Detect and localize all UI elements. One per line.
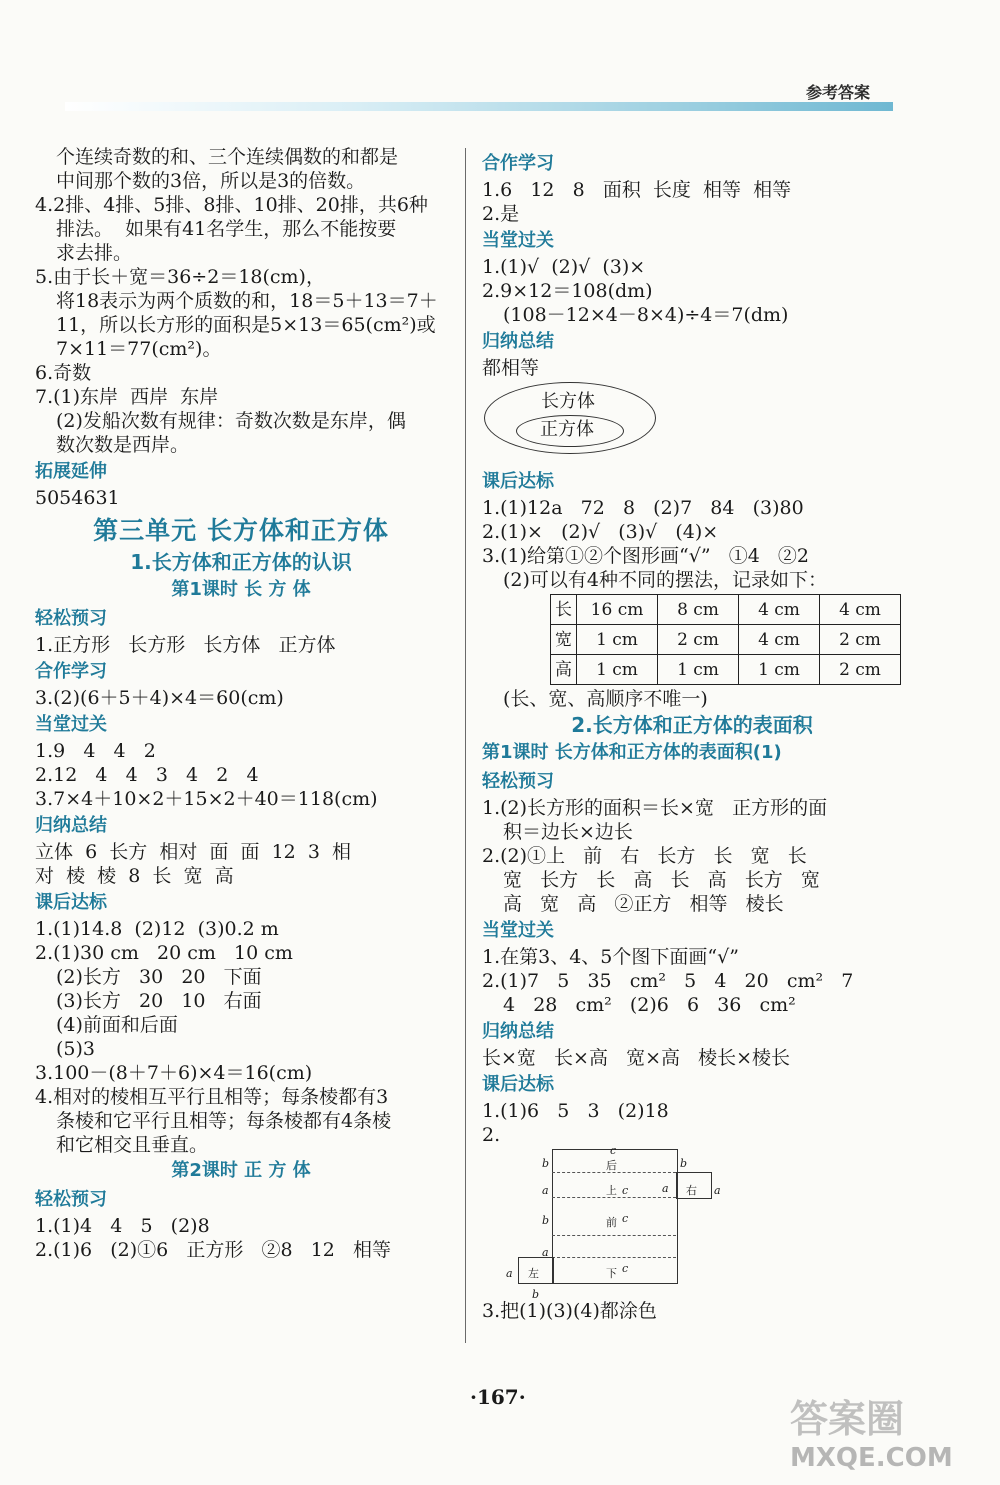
- edge-label: b: [532, 1288, 540, 1301]
- face-label-back: 后: [606, 1159, 617, 1172]
- text-line: 1.(1)√ (2)√ (3)×: [482, 256, 646, 278]
- text-line: 4 28 cm² (2)6 6 36 cm²: [503, 994, 796, 1016]
- row-header: 宽: [551, 625, 577, 655]
- edge-label: c: [610, 1144, 617, 1157]
- text-line: 2.是: [482, 203, 520, 225]
- text-line: 2.(1)× (2)√ (3)√ (4)×: [482, 521, 719, 543]
- text-line: 3.把(1)(3)(4)都涂色: [482, 1300, 657, 1322]
- section-heading: 课后达标: [482, 1074, 554, 1095]
- section-heading: 当堂过关: [482, 920, 554, 941]
- text-line: 2.: [482, 1124, 501, 1146]
- text-line: 1.在第3、4、5个图下面画“√”: [482, 946, 739, 968]
- face-label-left: 左: [528, 1267, 539, 1280]
- unit-title: 第三单元 长方体和正方体: [93, 516, 389, 545]
- text-line: 1.(2)长方形的面积＝长×宽 正方形的面: [482, 797, 828, 819]
- page-number: ·167·: [470, 1385, 526, 1409]
- text-line: 3.100－(8＋7＋6)×4＝16(cm): [35, 1062, 313, 1084]
- text-line: 立体 6 长方 相对 面 面 12 3 相: [35, 841, 351, 863]
- table-cell: 4 cm: [739, 625, 820, 655]
- text-line: 7.(1)东岸 西岸 东岸: [35, 386, 219, 408]
- chapter-subtitle: 2.长方体和正方体的表面积: [571, 713, 813, 737]
- text-line: 宽 长方 长 高 长 高 长方 宽: [503, 869, 820, 891]
- table-row: [551, 595, 901, 625]
- net-fold-line: [552, 1235, 676, 1236]
- right-column: [482, 149, 902, 1323]
- table-row: [551, 625, 901, 655]
- net-fold-line: [552, 1257, 676, 1258]
- text-line: 长×宽 长×高 宽×高 棱长×棱长: [482, 1047, 791, 1069]
- text-line: 1.9 4 4 2: [35, 740, 156, 762]
- text-line: 1.正方形 长方形 长方体 正方体: [35, 634, 336, 656]
- text-line: (5)3: [56, 1038, 96, 1060]
- text-line: 积＝边长×边长: [503, 821, 633, 843]
- watermark-logo: 答案圈: [790, 1397, 905, 1441]
- text-line: (3)长方 20 10 右面: [56, 990, 262, 1012]
- text-line: 3.(1)给第①②个图形画“√” ①4 ②2: [482, 545, 809, 567]
- text-line: (2)可以有4种不同的摆法，记录如下：: [503, 569, 828, 591]
- edge-label: c: [622, 1184, 629, 1197]
- text-line: 6.奇数: [35, 362, 92, 384]
- text-line: 都相等: [482, 357, 540, 379]
- edge-label: a: [662, 1182, 669, 1195]
- text-line: 个连续奇数的和、三个连续偶数的和都是: [56, 146, 399, 168]
- text-line: 2.(1)30 cm 20 cm 10 cm: [35, 942, 293, 964]
- left-column: [35, 145, 447, 1262]
- section-heading: 轻松预习: [35, 608, 107, 629]
- text-line: 2.12 4 4 3 4 2 4: [35, 764, 259, 786]
- section-heading: 轻松预习: [482, 771, 554, 792]
- text-line: 1.(1)14.8 (2)12 (3)0.2 m: [35, 918, 279, 940]
- edge-label: a: [506, 1267, 513, 1280]
- chapter-subtitle: 1.长方体和正方体的认识: [130, 550, 352, 574]
- table-cell: 1 cm: [658, 655, 739, 685]
- section-heading: 当堂过关: [482, 230, 554, 251]
- dimension-table: [550, 594, 901, 685]
- text-line: 7×11＝77(cm²)。: [56, 338, 222, 360]
- text-line: 3.7×4＋10×2＋15×2＋40＝118(cm): [35, 788, 378, 810]
- row-header: 高: [551, 655, 577, 685]
- text-line: (108－12×4－8×4)÷4＝7(dm): [503, 304, 789, 326]
- text-line: 2.9×12＝108(dm): [482, 280, 653, 302]
- edge-label: c: [622, 1262, 629, 1275]
- table-cell: 1 cm: [577, 625, 658, 655]
- text-line: 和它相交且垂直。: [56, 1134, 209, 1156]
- venn-diagram: [484, 382, 902, 462]
- text-line: 对 棱 棱 8 长 宽 高: [35, 865, 234, 887]
- table-cell: 4 cm: [739, 595, 820, 625]
- section-heading: 课后达标: [35, 892, 107, 913]
- text-line: 2.(1)6 (2)①6 正方形 ②8 12 相等: [35, 1239, 391, 1261]
- cuboid-net-diagram: [502, 1144, 902, 1301]
- lesson-title: 第2课时 正 方 体: [171, 1160, 311, 1181]
- section-heading: 当堂过关: [35, 714, 107, 735]
- text-line: 条棱和它平行且相等；每条棱都有4条棱: [56, 1110, 392, 1132]
- lesson-title: 第1课时 长方体和正方体的表面积(1): [482, 742, 782, 763]
- table-cell: 1 cm: [739, 655, 820, 685]
- table-cell: 1 cm: [577, 655, 658, 685]
- table-cell: 16 cm: [577, 595, 658, 625]
- section-heading: 课后达标: [482, 471, 554, 492]
- text-line: 1.6 12 8 面积 长度 相等 相等: [482, 179, 792, 201]
- text-line: (2)长方 30 20 下面: [56, 966, 262, 988]
- text-line: 11，所以长方形的面积是5×13＝65(cm²)或: [56, 314, 436, 336]
- edge-label: b: [680, 1157, 688, 1170]
- table-row: [551, 655, 901, 685]
- header-bar: [65, 102, 893, 111]
- text-line: (4)前面和后面: [56, 1014, 178, 1036]
- text-line: (长、宽、高顺序不唯一): [503, 688, 708, 710]
- text-line: 1.(1)12a 72 8 (2)7 84 (3)80: [482, 497, 804, 519]
- section-heading: 归纳总结: [482, 331, 554, 352]
- lesson-title: 第1课时 长 方 体: [171, 579, 311, 600]
- section-heading: 拓展延伸: [35, 461, 107, 482]
- text-line: 排法。 如果有41名学生，那么不能按要: [56, 218, 397, 240]
- table-cell: 4 cm: [820, 595, 901, 625]
- section-heading: 归纳总结: [482, 1021, 554, 1042]
- table-cell: 2 cm: [820, 625, 901, 655]
- text-line: 1.(1)6 5 3 (2)18: [482, 1100, 669, 1122]
- text-line: 将18表示为两个质数的和，18＝5＋13＝7＋: [56, 290, 438, 312]
- text-line: 4.相对的棱相互平行且相等；每条棱都有3: [35, 1086, 389, 1108]
- header-section-tag: 参考答案: [806, 83, 871, 102]
- text-line: 2.(2)①上 前 右 长方 长 宽 长: [482, 845, 807, 867]
- row-header: 长: [551, 595, 577, 625]
- section-heading: 合作学习: [35, 661, 107, 682]
- text-line: (2)发船次数有规律：奇数次数是东岸，偶: [56, 410, 406, 432]
- edge-label: c: [622, 1212, 629, 1225]
- text-line: 数次数是西岸。: [56, 434, 190, 456]
- text-line: 4.2排、4排、5排、8排、10排、20排，共6种: [35, 194, 428, 216]
- section-heading: 合作学习: [482, 153, 554, 174]
- edge-label: b: [542, 1157, 550, 1170]
- text-line: 求去排。: [56, 242, 133, 264]
- table-cell: 8 cm: [658, 595, 739, 625]
- section-heading: 归纳总结: [35, 815, 107, 836]
- text-line: 中间那个数的3倍，所以是3的倍数。: [56, 170, 366, 192]
- text-line: 1.(1)4 4 5 (2)8: [35, 1215, 210, 1237]
- edge-label: a: [714, 1184, 721, 1197]
- edge-label: a: [542, 1246, 549, 1259]
- face-label-bottom: 下: [606, 1267, 617, 1280]
- ellipse-label-cuboid: 长方体: [541, 391, 595, 412]
- text-line: 高 宽 高 ②正方 相等 棱长: [503, 893, 784, 915]
- text-line: 5.由于长＋宽＝36÷2＝18(cm)，: [35, 266, 325, 288]
- watermark-url: MXQE.COM: [790, 1443, 953, 1473]
- column-divider: [465, 148, 466, 1343]
- edge-label: b: [542, 1214, 550, 1227]
- face-label-top: 上: [606, 1184, 617, 1197]
- edge-label: a: [542, 1184, 549, 1197]
- face-label-right: 右: [686, 1184, 697, 1197]
- table-cell: 2 cm: [820, 655, 901, 685]
- section-heading: 轻松预习: [35, 1189, 107, 1210]
- text-line: 3.(2)(6＋5＋4)×4＝60(cm): [35, 687, 284, 709]
- watermark: [790, 1395, 990, 1480]
- ellipse-label-cube: 正方体: [540, 419, 594, 440]
- text-line: 2.(1)7 5 35 cm² 5 4 20 cm² 7: [482, 970, 854, 992]
- text-line: 5054631: [35, 487, 120, 509]
- face-label-front: 前: [606, 1216, 617, 1229]
- table-cell: 2 cm: [658, 625, 739, 655]
